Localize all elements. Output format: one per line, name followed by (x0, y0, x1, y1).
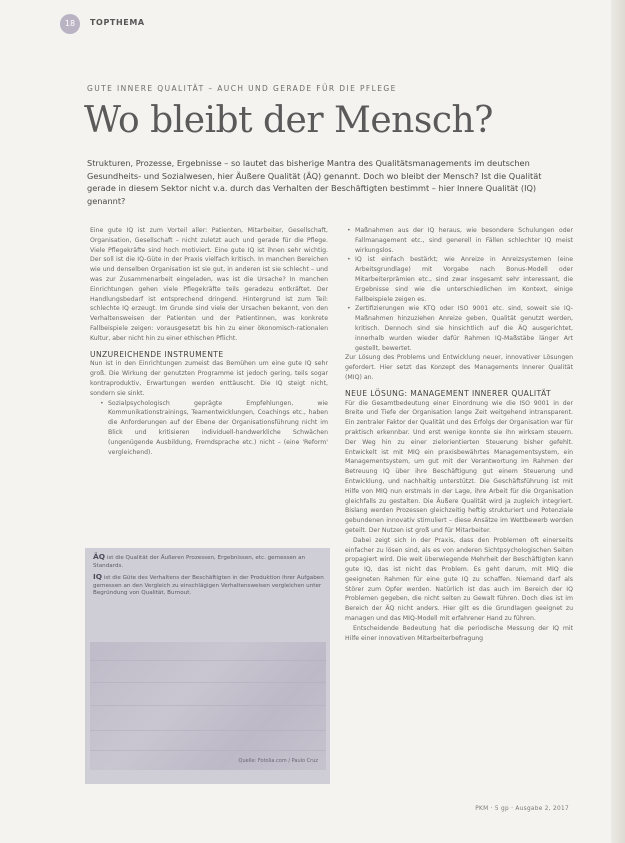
photo-credit: Quelle: Fotolia.com / Paulo Cruz (238, 758, 318, 764)
right-paragraph-3: Für die Gesamtbedeutung einer Einordnung wie die ISO 9001 in der Breite und Tiefe der Organisation lange Zeit weitgehend intransparent. Ein zentraler Faktor der Qualität und des Erfolgs der Organisation war für praktisch erkennbar. Und erst wenige konnte sie ihn wirksam steuern. Der Weg hin zu einer zielorientierten Steuerung bisher gefehlt. Entwickelt ist mit MIQ ein praxisbewährtes Managementsystem, ein Managementsystem, um gut mit der Verantwortung im Rahmen der Betreuung IQ über ihre Beschäftigung gut einem Steuerung und Entwicklung, und nachhaltig unterstützt. Die Geschäftsführung ist mit Hilfe von MIQ nun erstmals in der Lage, ihre Arbeit für die Organisation gleichfalls zu gestalten. Die Äußere Qualität wird ja zugleich integriert. Bislang werden Prozessen gleichzeitig heftig strukturiert und Potenziale gebundenen innovativ stimuliert – diese Ansätze im Wettbewerb werden geteilt. Der Nutzen ist groß und für Mitarbeiter. (345, 399, 573, 534)
bullet-item: • Sozialpsychologisch geprägte Empfehlungen, wie Kommunikationstrainings, Teamentwicklungen, Coachings etc., haben die Anforderungen auf der Ebene der Organisationsführung nicht im Blick und kritisieren individuell-handwerkliche Schwächen (ungenügende Ausbildung, Fremdsprache etc.) nicht – (eine 'Reform' vergleichend). (108, 399, 328, 458)
article-title: Wo bleibt der Mensch? (84, 100, 493, 141)
left-bullet-list (90, 399, 328, 458)
bullet-item: • Zertifizierungen wie KTQ oder ISO 9001 etc. sind, soweit sie IQ-Maßnahmen hinzuziehen Anreize geben, Qualität genutzt werden, kritisch. Dennoch sind sie hinsichtlich auf die ÄQ ausgerichtet, innerhalb wurden wieder dafür Rahmen IQ-Maßstäbe länger Art gestellt, bewertet. (355, 304, 573, 353)
bullet-item: • IQ ist einfach bestärkt; wie Anreize in Anreizsystemen (eine Arbeitsgrundlage) mit Vorgabe nach Bonus-Modell oder Mitarbeiterprämien etc., sind zwar insgesamt sehr interessant, die Ergebnisse sind wie die unterschiedlichen im Kontext, einige Fallbeispiele zeigen es. (355, 255, 573, 304)
aq-abbr: ÄQ (93, 552, 106, 561)
iq-abbr: IQ (93, 572, 103, 582)
page-footer: PKM · 5 gp · Ausgabe 2, 2017 (475, 806, 569, 812)
left-paragraph-1: Eine gute IQ ist zum Vorteil aller: Patienten, Mitarbeiter, Gesellschaft, Organisation, Gesellschaft – nicht zuletzt auch und gerade für die Pflege. Viele Pflegekräfte sind hoch motiviert. Eine gute IQ ist ihnen sehr wichtig. Der soll ist die IQ-Güte in der Praxis vielfach kritisch. In manchen Bereichen wie und denselben Organisation ist sie gut, in anderen ist sie schlecht – und was zur Zusammenarbeit eingeladen, was ist die Ursache? In manchen Einrichtungen gehen viele Pflegekräfte teils geradezu entkräftet. Der Handlungsbedarf ist entsprechend dringend. Hintergrund ist zum Teil: schlechte IQ erzeugt. Im Grunde sind viele der Ursachen bekannt, von den Verhaltensweisen der Patienten und der Patientinnen, was konkrete Fallbeispiele zeigen: vorausgesetzt bis hin zu einer ökonomisch-rationalen Kultur, aber nicht hin zu einer ethischen Pflicht. (90, 227, 328, 342)
aq-text: ist die Qualität der Äußeren Prozessen, Ergebnissen, etc. gemessen an Standards. (93, 555, 306, 569)
left-paragraph-2: Nun ist in den Einrichtungen zumeist das Bemühen um eine gute IQ sehr groß. Die Wirkung der genutzten Programme ist jedoch gering, teils sogar kontraproduktiv, Erwartungen werden enttäuscht. Die IQ steigt nicht, sondern sie sinkt. (90, 360, 328, 397)
definition-text (85, 548, 330, 598)
page-edge-shadow (611, 0, 625, 843)
solution-intro: Zur Lösung des Problems und Entwicklung neuer, innovativer Lösungen gefordert. Hier setzt das Konzept des Managements Innerer Qualität (MIQ) an. (345, 354, 573, 381)
heading-new-solution: NEUE LÖSUNG: MANAGEMENT INNERER QUALITÄT (345, 388, 552, 398)
heading-insufficient-instruments: UNZUREICHENDE INSTRUMENTE (90, 349, 224, 359)
right-column (345, 226, 573, 643)
right-paragraph-4: Dabei zeigt sich in der Praxis, dass den Problemen oft einerseits einfacher zu lösen sind, als es von anderen Sichtpsychologischen Seiten propagiert wird. Die weit überwiegende Mehrheit der Beschäftigten kann gute IQ, das ist nicht das Problem. Es geht darum, mit MIQ die geeigneten Rahmen für eine gute IQ zu schaffen. Niemand darf als Störer zum Opfer werden. Natürlich ist das auch im Bereich der IQ Problemen gegeben, die nicht selten zu Gewalt führen. Doch dies ist im Bereich der ÄQ nicht anders. Hier gilt es die Grundlagen geeignet zu managen und das MIQ-Modell mit erfahrener Hand zu führen. (345, 536, 573, 623)
section-label: TOPTHEMA (90, 18, 145, 27)
definition-box (85, 548, 330, 784)
bullet-item: • Maßnahmen aus der IQ heraus, wie besondere Schulungen oder Fallmanagement etc., sind generell in Fällen schlechter IQ meist wirkungslos. (355, 226, 573, 255)
iq-text: ist die Güte des Verhaltens der Beschäftigten in der Produktion ihrer Aufgaben gemessen an den Vergleich zu einschlägigen Verhaltensweisen vergleichen unter Begründung von Qualität, Burnout. (93, 575, 324, 597)
left-column (90, 226, 328, 457)
article-lead: Strukturen, Prozesse, Ergebnisse – so lautet das bisherige Mantra des Qualitätsmanagements im deutschen Gesundheits- und Sozialwesen, hier Äußere Qualität (ÄQ) genannt. Doch wo bleibt der Mensch? Ist die Qualität gerade in diesem Sektor nicht v.a. durch das Verhalten der Beschäftigten bestimmt – hier Innere Qualität (IQ) genannt? (87, 158, 542, 206)
article-photo (90, 642, 326, 770)
article-kicker: GUTE INNERE QUALITÄT – AUCH UND GERADE FÜR DIE PFLEGE (87, 84, 397, 93)
iq-definition (93, 573, 324, 598)
right-paragraph-5: Entscheidende Bedeutung hat die periodische Messung der IQ mit Hilfe einer innovativen Mitarbeiterbefragung (345, 624, 573, 642)
page-number-badge: 18 (60, 14, 80, 34)
right-bullet-list (345, 226, 573, 353)
aq-definition (93, 553, 324, 570)
